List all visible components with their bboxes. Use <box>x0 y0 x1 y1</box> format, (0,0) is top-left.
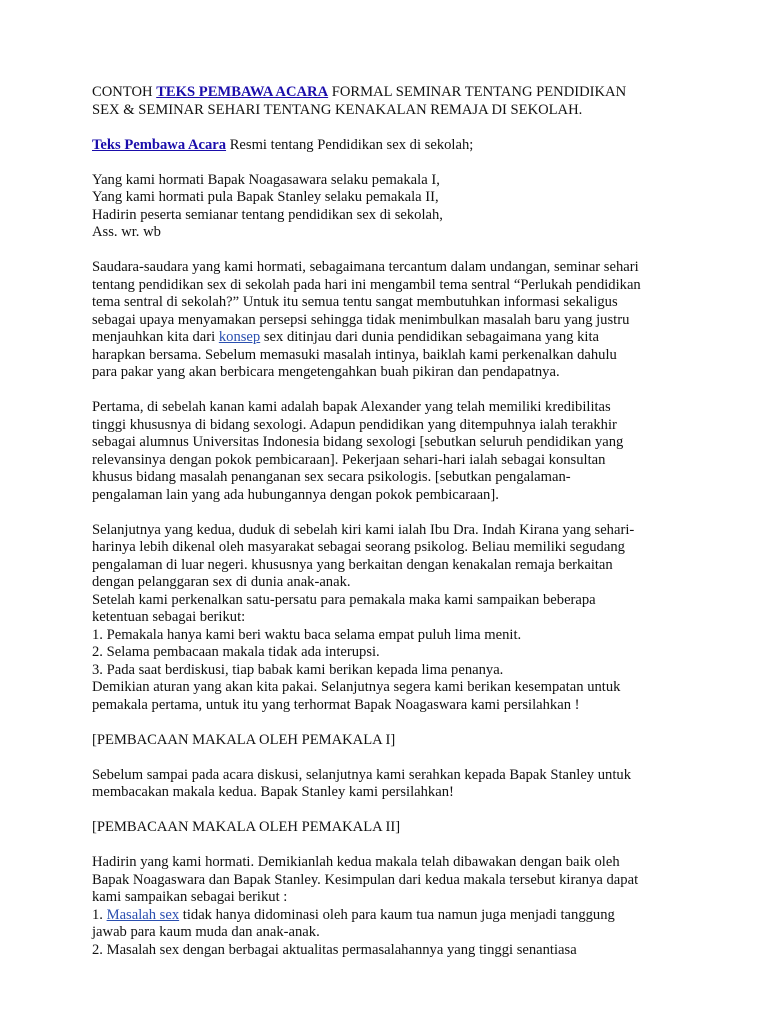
greetings <box>92 172 692 242</box>
paragraph-text: sex ditinjau dari dunia pendidikan sebagaimana yang kita <box>260 329 600 345</box>
paragraph-line: tinggi khususnya di bidang sexologi. Adapun pendidikan yang ditempuhnya ialah terakhir <box>92 416 617 433</box>
link-konsep[interactable]: konsep <box>218 329 261 345</box>
heading-prefix: CONTOH <box>92 84 157 100</box>
paragraph-line: pemakala pertama, untuk itu yang terhormat Bapak Noagaswara kami persilahkan ! <box>92 696 580 713</box>
paragraph-line: tentang pendidikan sex di sekolah pada hari ini mengambil tema sentral “Perlukah pendidikan <box>92 276 641 293</box>
paragraph-line: pengalaman lain yang ada hubungannya dengan pokok pembicaraan]. <box>92 486 499 503</box>
greeting-line: Yang kami hormati pula Bapak Stanley selaku pemakala II, <box>92 189 439 205</box>
document-body <box>92 84 692 959</box>
paragraph-line: Setelah kami perkenalkan satu-persatu para pemakala maka kami sampaikan beberapa <box>92 591 596 608</box>
paragraph-line: ketentuan sebagai berikut: <box>92 609 246 625</box>
paragraph-line: para pakar yang akan berbicara mengetengahkan buah pikiran dan pendapatnya. <box>92 364 560 380</box>
paragraph-transition <box>92 767 692 802</box>
paragraph-text: menjauhkan kita dari <box>92 329 219 345</box>
paragraph-line: relevansinya dengan pokok pembicaraan]. Pekerjaan sehari-hari ialah sebagai konsultan <box>92 451 606 468</box>
paragraph-text: 1. <box>92 906 107 923</box>
paragraph-line: Pertama, di sebelah kanan kami adalah bapak Alexander yang telah memiliki kredibilitas <box>92 399 611 415</box>
paragraph-line: Saudara-saudara yang kami hormati, sebagaimana tercantum dalam undangan, seminar sehari <box>92 259 639 275</box>
paragraph-line: Sebelum sampai pada acara diskusi, selanjutnya kami serahkan kepada Bapak Stanley untuk <box>92 766 631 783</box>
link-masalah-sex[interactable]: Masalah sex <box>106 906 180 923</box>
paragraph-line: Selanjutnya yang kedua, duduk di sebelah kiri kami ialah Ibu Dra. Indah Kirana yang sehari- <box>92 521 635 538</box>
document-heading <box>92 84 692 119</box>
conclusion-item: 2. Masalah sex dengan berbagai aktualitas permasalahannya yang tinggi senantiasa <box>92 941 577 958</box>
paragraph-text: tidak hanya didominasi oleh para kaum tua namun juga menjadi tanggung <box>179 906 615 923</box>
paragraph-line: harapkan bersama. Sebelum memasuki masalah intinya, baiklah kami perkenalkan dahulu <box>92 346 617 363</box>
paragraph-first-speaker <box>92 399 692 504</box>
paragraph-line: Bapak Noagaswara dan Bapak Stanley. Kesimpulan dari kedua makala tersebut kiranya dapat <box>92 871 639 888</box>
paragraph-line: tema sentral di sekolah?” Untuk itu semua tentu sangat membutuhkan informasi sekaligus <box>92 294 618 310</box>
heading-line-1 <box>92 84 692 102</box>
paragraph-line: kami sampaikan sebagai berikut : <box>92 889 288 905</box>
heading-line-2: SEX & SEMINAR SEHARI TENTANG KENAKALAN REMAJA DI SEKOLAH. <box>92 101 583 118</box>
stage-direction-text: [PEMBACAAN MAKALA OLEH PEMAKALA I] <box>92 731 396 748</box>
paragraph-line: Demikian aturan yang akan kita pakai. Selanjutnya segera kami berikan kesempatan untuk <box>92 679 621 695</box>
paragraph-line: jawab para kaum muda dan anak-anak. <box>92 924 320 940</box>
subheading <box>92 137 692 155</box>
subheading-text: Resmi tentang Pendidikan sex di sekolah; <box>226 136 474 153</box>
stage-direction-1 <box>92 732 692 750</box>
heading-suffix: FORMAL SEMINAR TENTANG PENDIDIKAN <box>328 84 627 100</box>
paragraph-line: sebagai upaya menyamakan persepsi sehingga tidak menimbulkan masalah baru yang justru <box>92 311 630 328</box>
paragraph-conclusion <box>92 854 692 959</box>
stage-direction-text: [PEMBACAAN MAKALA OLEH PEMAKALA II] <box>92 819 401 835</box>
paragraph-line: sebagai alumnus Universitas Indonesia bidang sexologi [sebutkan seluruh pendidikan yang <box>92 434 624 450</box>
stage-direction-2 <box>92 819 692 837</box>
paragraph-line <box>92 329 692 347</box>
greeting-line: Yang kami hormati Bapak Noagasawara selaku pemakala I, <box>92 171 440 188</box>
heading-link-teks-pembawa-acara[interactable]: TEKS PEMBAWA ACARA <box>156 84 329 100</box>
rule-item: 2. Selama pembacaan makala tidak ada interupsi. <box>92 644 380 660</box>
paragraph-second-speaker <box>92 522 692 715</box>
greeting-line: Hadirin peserta semianar tentang pendidikan sex di sekolah, <box>92 206 443 223</box>
paragraph-line: khusus bidang masalah penanganan sex secara psikologis. [sebutkan pengalaman- <box>92 469 571 485</box>
paragraph-line: pengalaman di luar negeri. khususnya yang berkaitan dengan kenakalan remaja berkaitan <box>92 556 613 573</box>
paragraph-opening <box>92 259 692 382</box>
rule-item: 1. Pemakala hanya kami beri waktu baca selama empat puluh lima menit. <box>92 626 522 643</box>
paragraph-line: dengan pelanggaran sex di dunia anak-anak. <box>92 574 351 590</box>
greeting-line: Ass. wr. wb <box>92 224 161 240</box>
subheading-link-teks-pembawa-acara[interactable]: Teks Pembawa Acara <box>92 136 227 153</box>
rule-item: 3. Pada saat berdiskusi, tiap babak kami berikan kepada lima penanya. <box>92 661 504 678</box>
paragraph-line: harinya lebih dikenal oleh masyarakat sebagai seorang psikolog. Beliau memiliki segudang <box>92 539 625 555</box>
paragraph-line: Hadirin yang kami hormati. Demikianlah kedua makala telah dibawakan dengan baik oleh <box>92 854 620 870</box>
conclusion-item <box>92 907 692 925</box>
paragraph-line: membacakan makala kedua. Bapak Stanley kami persilahkan! <box>92 784 454 800</box>
